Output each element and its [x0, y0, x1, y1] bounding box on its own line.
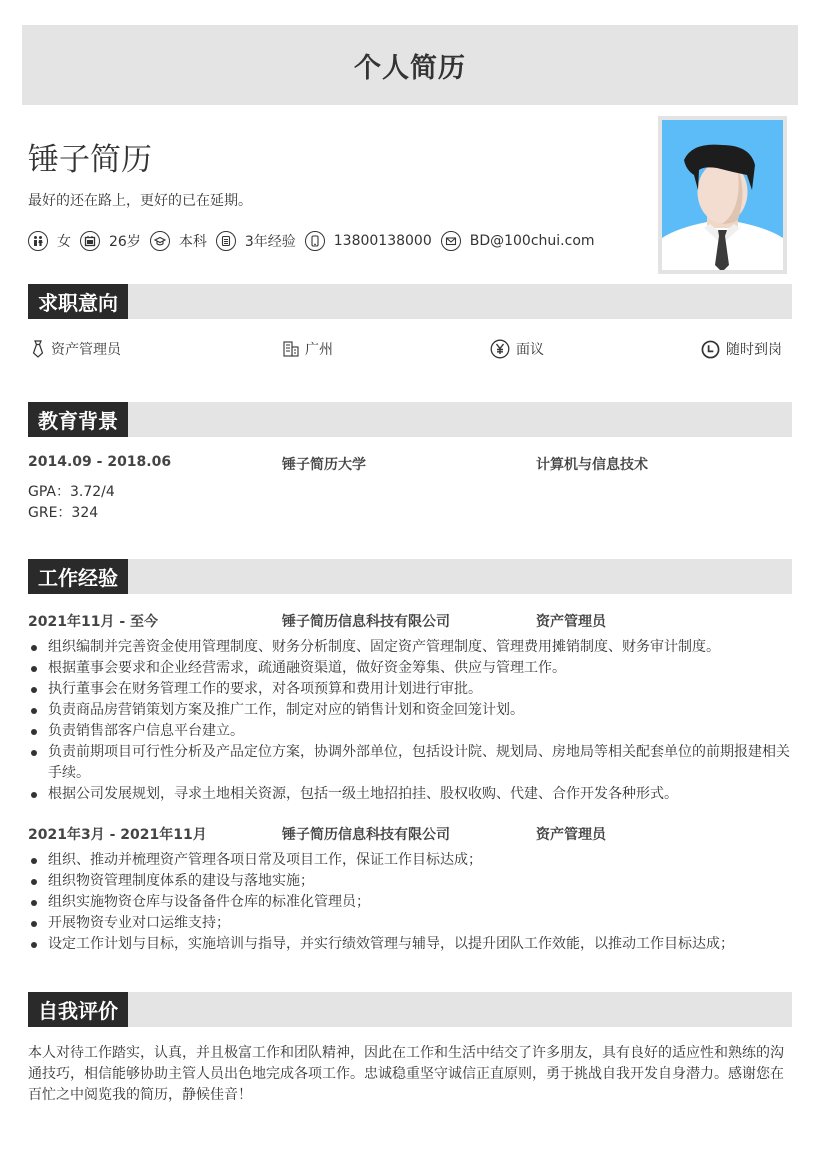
section-header-education — [28, 402, 792, 437]
job-duties-list — [28, 637, 798, 805]
calendar-icon — [80, 231, 100, 251]
section-header-intent — [28, 284, 792, 319]
info-email — [441, 231, 595, 251]
duty-item: 组织实施物资仓库与设备备件仓库的标准化管理员； — [28, 892, 798, 913]
candidate-motto: 最好的还在路上，更好的已在延期。 — [28, 193, 252, 209]
intent-salary — [490, 339, 544, 359]
intent-availability — [701, 339, 782, 359]
duty-item: 执行董事会在财务管理工作的要求，对各项预算和费用计划进行审批。 — [28, 679, 798, 700]
duty-item: 负责商品房营销策划方案及推广工作，制定对应的销售计划和资金回笼计划。 — [28, 700, 798, 721]
building-icon — [283, 341, 299, 357]
duty-item: 组织编制并完善资金使用管理制度、财务分析制度、固定资产管理制度、管理费用摊销制度、财务审计制度。 — [28, 637, 798, 658]
job-company: 锤子简历信息科技有限公司 — [282, 827, 450, 843]
education-gre: GRE：324 — [28, 505, 99, 521]
job-title: 资产管理员 — [536, 614, 606, 630]
duty-item: 根据公司发展规划，寻求土地相关资源，包括一级土地招拍挂、股权收购、代建、合作开发各种形式。 — [28, 784, 798, 805]
section-header-self-eval — [28, 992, 792, 1027]
intent-city-text: 广州 — [305, 342, 333, 358]
document-icon — [216, 231, 236, 251]
job-intent-row — [28, 339, 792, 361]
age-text: 26岁 — [109, 234, 141, 250]
phone-icon — [305, 231, 325, 251]
experience-text: 3年经验 — [244, 234, 296, 250]
section-title-self-eval: 自我评价 — [28, 992, 128, 1027]
gender-text: 女 — [57, 234, 71, 250]
info-degree — [150, 231, 207, 251]
education-school: 锤子简历大学 — [282, 457, 366, 473]
duty-item: 根据董事会要求和企业经营需求，疏通融资渠道，做好资金筹集、供应与管理工作。 — [28, 658, 798, 679]
phone-text[interactable]: 13800138000 — [333, 233, 432, 249]
gender-icon — [28, 231, 48, 251]
resume-banner — [22, 25, 798, 105]
info-experience — [216, 231, 296, 251]
intent-salary-text: 面议 — [516, 342, 544, 358]
avatar-photo — [658, 116, 787, 274]
clock-icon — [701, 340, 720, 359]
self-evaluation-text: 本人对待工作踏实，认真，并且极富工作和团队精神，因此在工作和生活中结交了许多朋友，具有良好的适应性和熟练的沟通技巧，相信能够协助主管人员出色地完成各项工作。忠诚稳重坚守诚信正直原则，勇于挑战自我开发自身潜力。感谢您在百忙之中阅览我的简历，静候佳音！ — [28, 1045, 784, 1103]
section-header-work — [28, 559, 792, 594]
resume-title: 个人简历 — [354, 52, 466, 84]
yen-icon — [490, 339, 510, 359]
section-title-intent: 求职意向 — [28, 284, 128, 319]
degree-text: 本科 — [178, 234, 207, 250]
education-major: 计算机与信息技术 — [536, 457, 648, 473]
section-title-work: 工作经验 — [28, 559, 128, 594]
email-text[interactable]: BD@100chui.com — [469, 233, 595, 249]
duty-item: 负责销售部客户信息平台建立。 — [28, 721, 798, 742]
info-gender — [28, 231, 71, 251]
duty-item: 负责前期项目可行性分析及产品定位方案，协调外部单位，包括设计院、规划局、房地局等相关配套单位的前期报建相关手续。 — [28, 742, 798, 784]
job-period: 2021年3月 - 2021年11月 — [28, 827, 207, 843]
section-title-education: 教育背景 — [28, 402, 128, 437]
intent-availability-text: 随时到岗 — [726, 342, 782, 358]
job-title: 资产管理员 — [536, 827, 606, 843]
candidate-name: 锤子简历 — [28, 142, 152, 178]
intent-position-text: 资产管理员 — [51, 342, 121, 358]
basic-info-row — [28, 231, 604, 251]
info-age — [80, 231, 141, 251]
job-period: 2021年11月 - 至今 — [28, 614, 159, 630]
tie-icon — [31, 340, 45, 358]
education-period: 2014.09 - 2018.06 — [28, 454, 172, 470]
intent-position — [31, 339, 121, 359]
job-duties-list — [28, 850, 798, 955]
duty-item: 组织、推动并梳理资产管理各项日常及项目工作，保证工作目标达成； — [28, 850, 798, 871]
graduation-cap-icon — [150, 231, 170, 251]
mail-icon — [441, 231, 461, 251]
duty-item: 组织物资管理制度体系的建设与落地实施； — [28, 871, 798, 892]
duty-item: 设定工作计划与目标，实施培训与指导，并实行绩效管理与辅导，以提升团队工作效能，以推动工作目标达成； — [28, 934, 798, 955]
education-gpa: GPA：3.72/4 — [28, 484, 115, 500]
job-company: 锤子简历信息科技有限公司 — [282, 614, 450, 630]
duty-item: 开展物资专业对口运维支持； — [28, 913, 798, 934]
info-phone — [305, 231, 432, 251]
intent-city — [283, 339, 333, 359]
